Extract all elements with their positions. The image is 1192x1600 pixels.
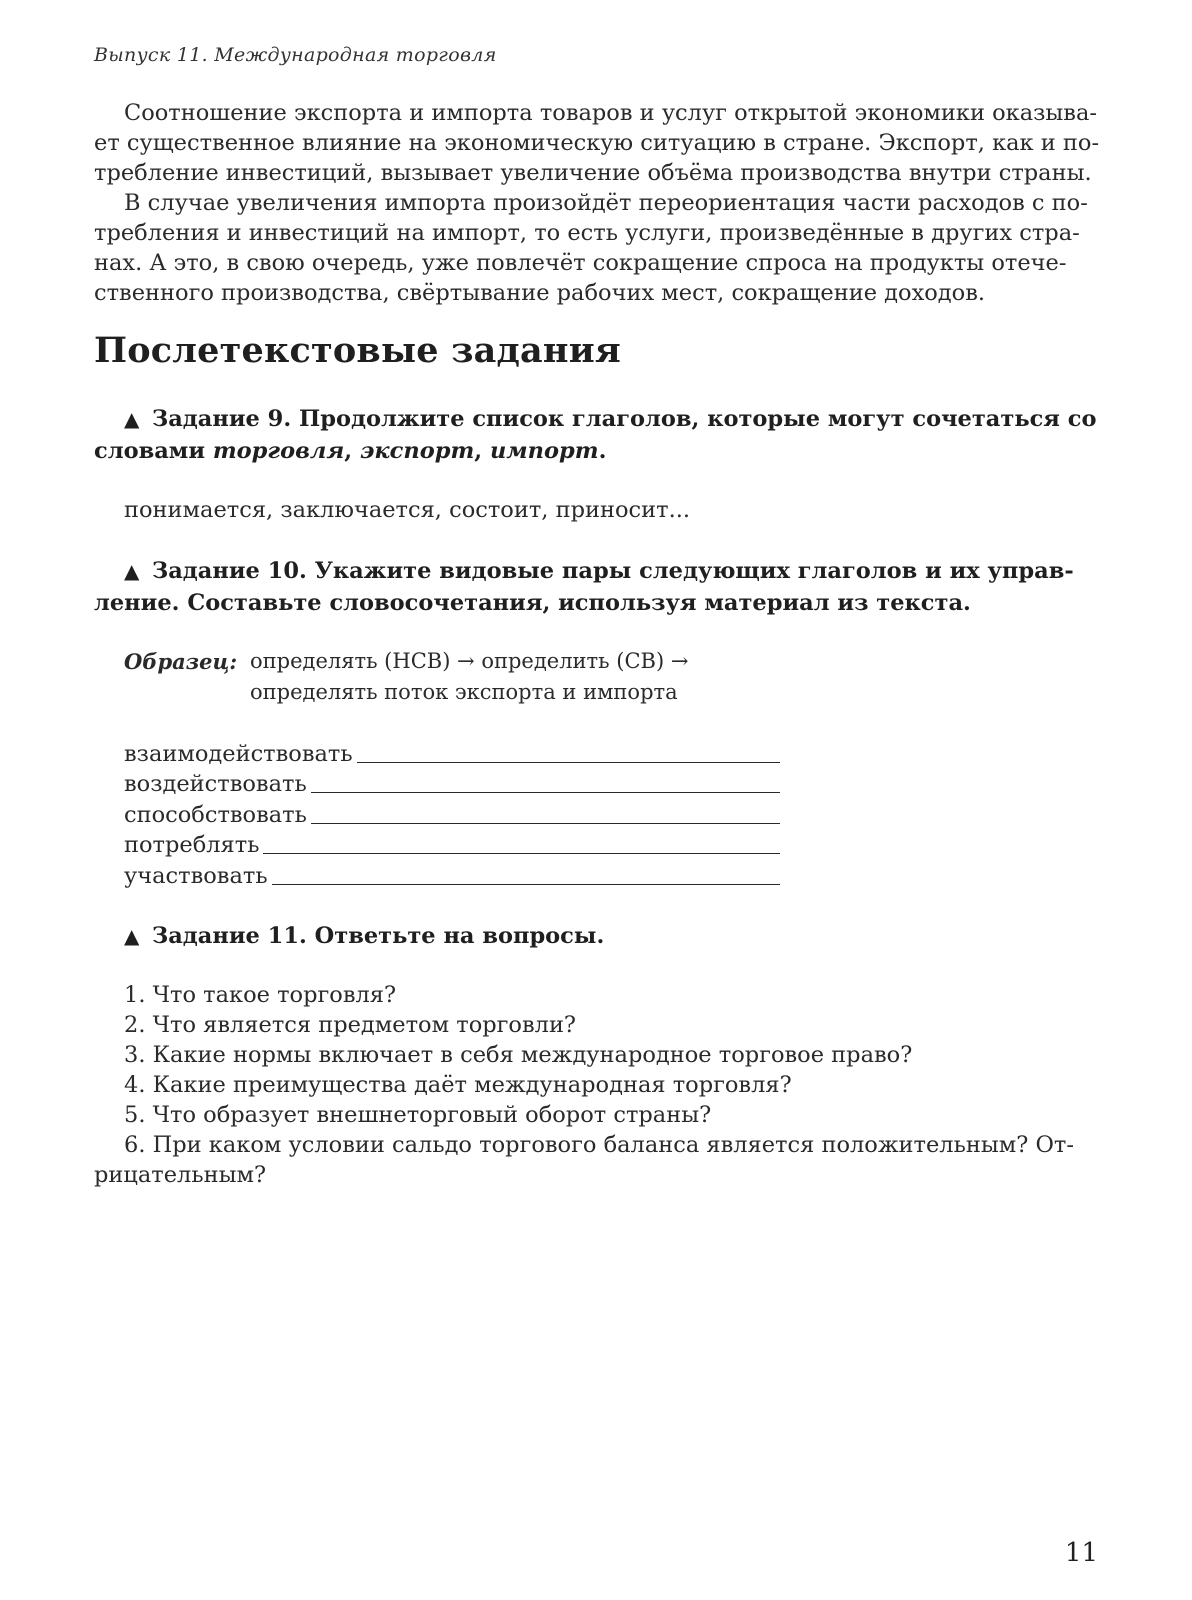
question: 1. Что такое торговля? bbox=[124, 982, 397, 1008]
separator: , bbox=[344, 438, 360, 464]
text-line: ет существенное влияние на экономическую ситуацию в стране. Экспорт, как и по- bbox=[94, 130, 1100, 156]
task-10-line-1 bbox=[94, 555, 1074, 587]
section-title: Послетекстовые задания bbox=[94, 330, 621, 371]
text-line: ственного производства, свёртывание рабочих мест, сокращение доходов. bbox=[94, 280, 986, 306]
separator: , bbox=[474, 438, 490, 464]
question: 6. При каком условии сальдо торгового баланса является положительным? От- bbox=[124, 1132, 1074, 1158]
running-head: Выпуск 11. Международная торговля bbox=[94, 44, 497, 66]
blank-row bbox=[124, 830, 780, 861]
verb-label: способствовать bbox=[124, 801, 307, 828]
task-11-title: Задание 11. Ответьте на вопросы. bbox=[152, 923, 605, 949]
verb-label: потреблять bbox=[124, 832, 260, 858]
task-9-line-2 bbox=[94, 435, 1056, 467]
sample-line-2: определять поток экспорта и импорта bbox=[250, 680, 678, 704]
verb-label: воздействовать bbox=[124, 771, 307, 797]
blank-row bbox=[124, 769, 780, 800]
blank-row bbox=[124, 738, 780, 769]
text-line: Соотношение экспорта и импорта товаров и услуг открытой экономики оказыва- bbox=[124, 100, 1097, 126]
verb-blanks bbox=[124, 738, 780, 891]
task-9-line-1 bbox=[94, 403, 1097, 435]
sample-label: Образец: bbox=[124, 649, 238, 674]
task-9-prefix: словами bbox=[94, 438, 213, 464]
period: . bbox=[598, 438, 607, 464]
task-10 bbox=[94, 555, 1074, 619]
answer-blank[interactable] bbox=[357, 762, 780, 763]
sample-line-1: определять (НСВ) → определить (СВ) → bbox=[250, 649, 689, 673]
task-9-word-import: импорт bbox=[489, 438, 599, 464]
paragraph-2 bbox=[94, 188, 1088, 308]
question: 4. Какие преимущества даёт международная торговля? bbox=[124, 1072, 792, 1098]
answer-blank[interactable] bbox=[263, 853, 780, 854]
task-11 bbox=[94, 920, 1056, 952]
task-9-word-export: экспорт bbox=[359, 438, 475, 464]
blank-row bbox=[124, 799, 780, 830]
text-line: нах. А это, в свою очередь, уже повлечёт сокращение спроса на продукты отече- bbox=[94, 250, 1067, 276]
text-line: требления и инвестиций на импорт, то есть услуги, произведённые в других стра- bbox=[94, 220, 1080, 246]
question-list bbox=[94, 980, 1074, 1190]
answer-blank[interactable] bbox=[272, 884, 780, 885]
task-11-line-1 bbox=[94, 920, 1056, 952]
task-9-example: понимается, заключается, состоит, приносит... bbox=[124, 497, 691, 523]
triangle-icon: ▲ bbox=[124, 559, 140, 583]
page-number: 11 bbox=[1064, 1538, 1098, 1568]
answer-blank[interactable] bbox=[311, 823, 780, 824]
task-10-title: Задание 10. Укажите видовые пары следующих глаголов и их управ- bbox=[152, 558, 1074, 584]
task-9 bbox=[94, 403, 1097, 467]
question: 5. Что образует внешнеторговый оборот страны? bbox=[124, 1102, 712, 1128]
question-continuation: рицательным? bbox=[94, 1162, 267, 1188]
triangle-icon: ▲ bbox=[124, 924, 140, 948]
question: 3. Какие нормы включает в себя международное торговое право? bbox=[124, 1042, 913, 1068]
question: 2. Что является предметом торговли? bbox=[124, 1012, 576, 1038]
triangle-icon: ▲ bbox=[124, 407, 140, 431]
paragraph-1 bbox=[94, 98, 1100, 188]
task-9-word-trade: торговля bbox=[212, 438, 345, 464]
answer-blank[interactable] bbox=[311, 792, 780, 793]
text-line: требление инвестиций, вызывает увеличение объёма производства внутри страны. bbox=[94, 160, 1092, 186]
blank-row bbox=[124, 860, 780, 891]
task-9-title: Задание 9. Продолжите список глаголов, которые могут сочетаться со bbox=[152, 406, 1097, 432]
verb-label: взаимодействовать bbox=[124, 740, 353, 767]
verb-label: участвовать bbox=[124, 862, 268, 889]
text-line: В случае увеличения импорта произойдёт переориентация части расходов с по- bbox=[124, 190, 1088, 216]
task-10-line-2: ление. Составьте словосочетания, используя материал из текста. bbox=[94, 590, 971, 616]
body-text bbox=[94, 98, 1100, 308]
